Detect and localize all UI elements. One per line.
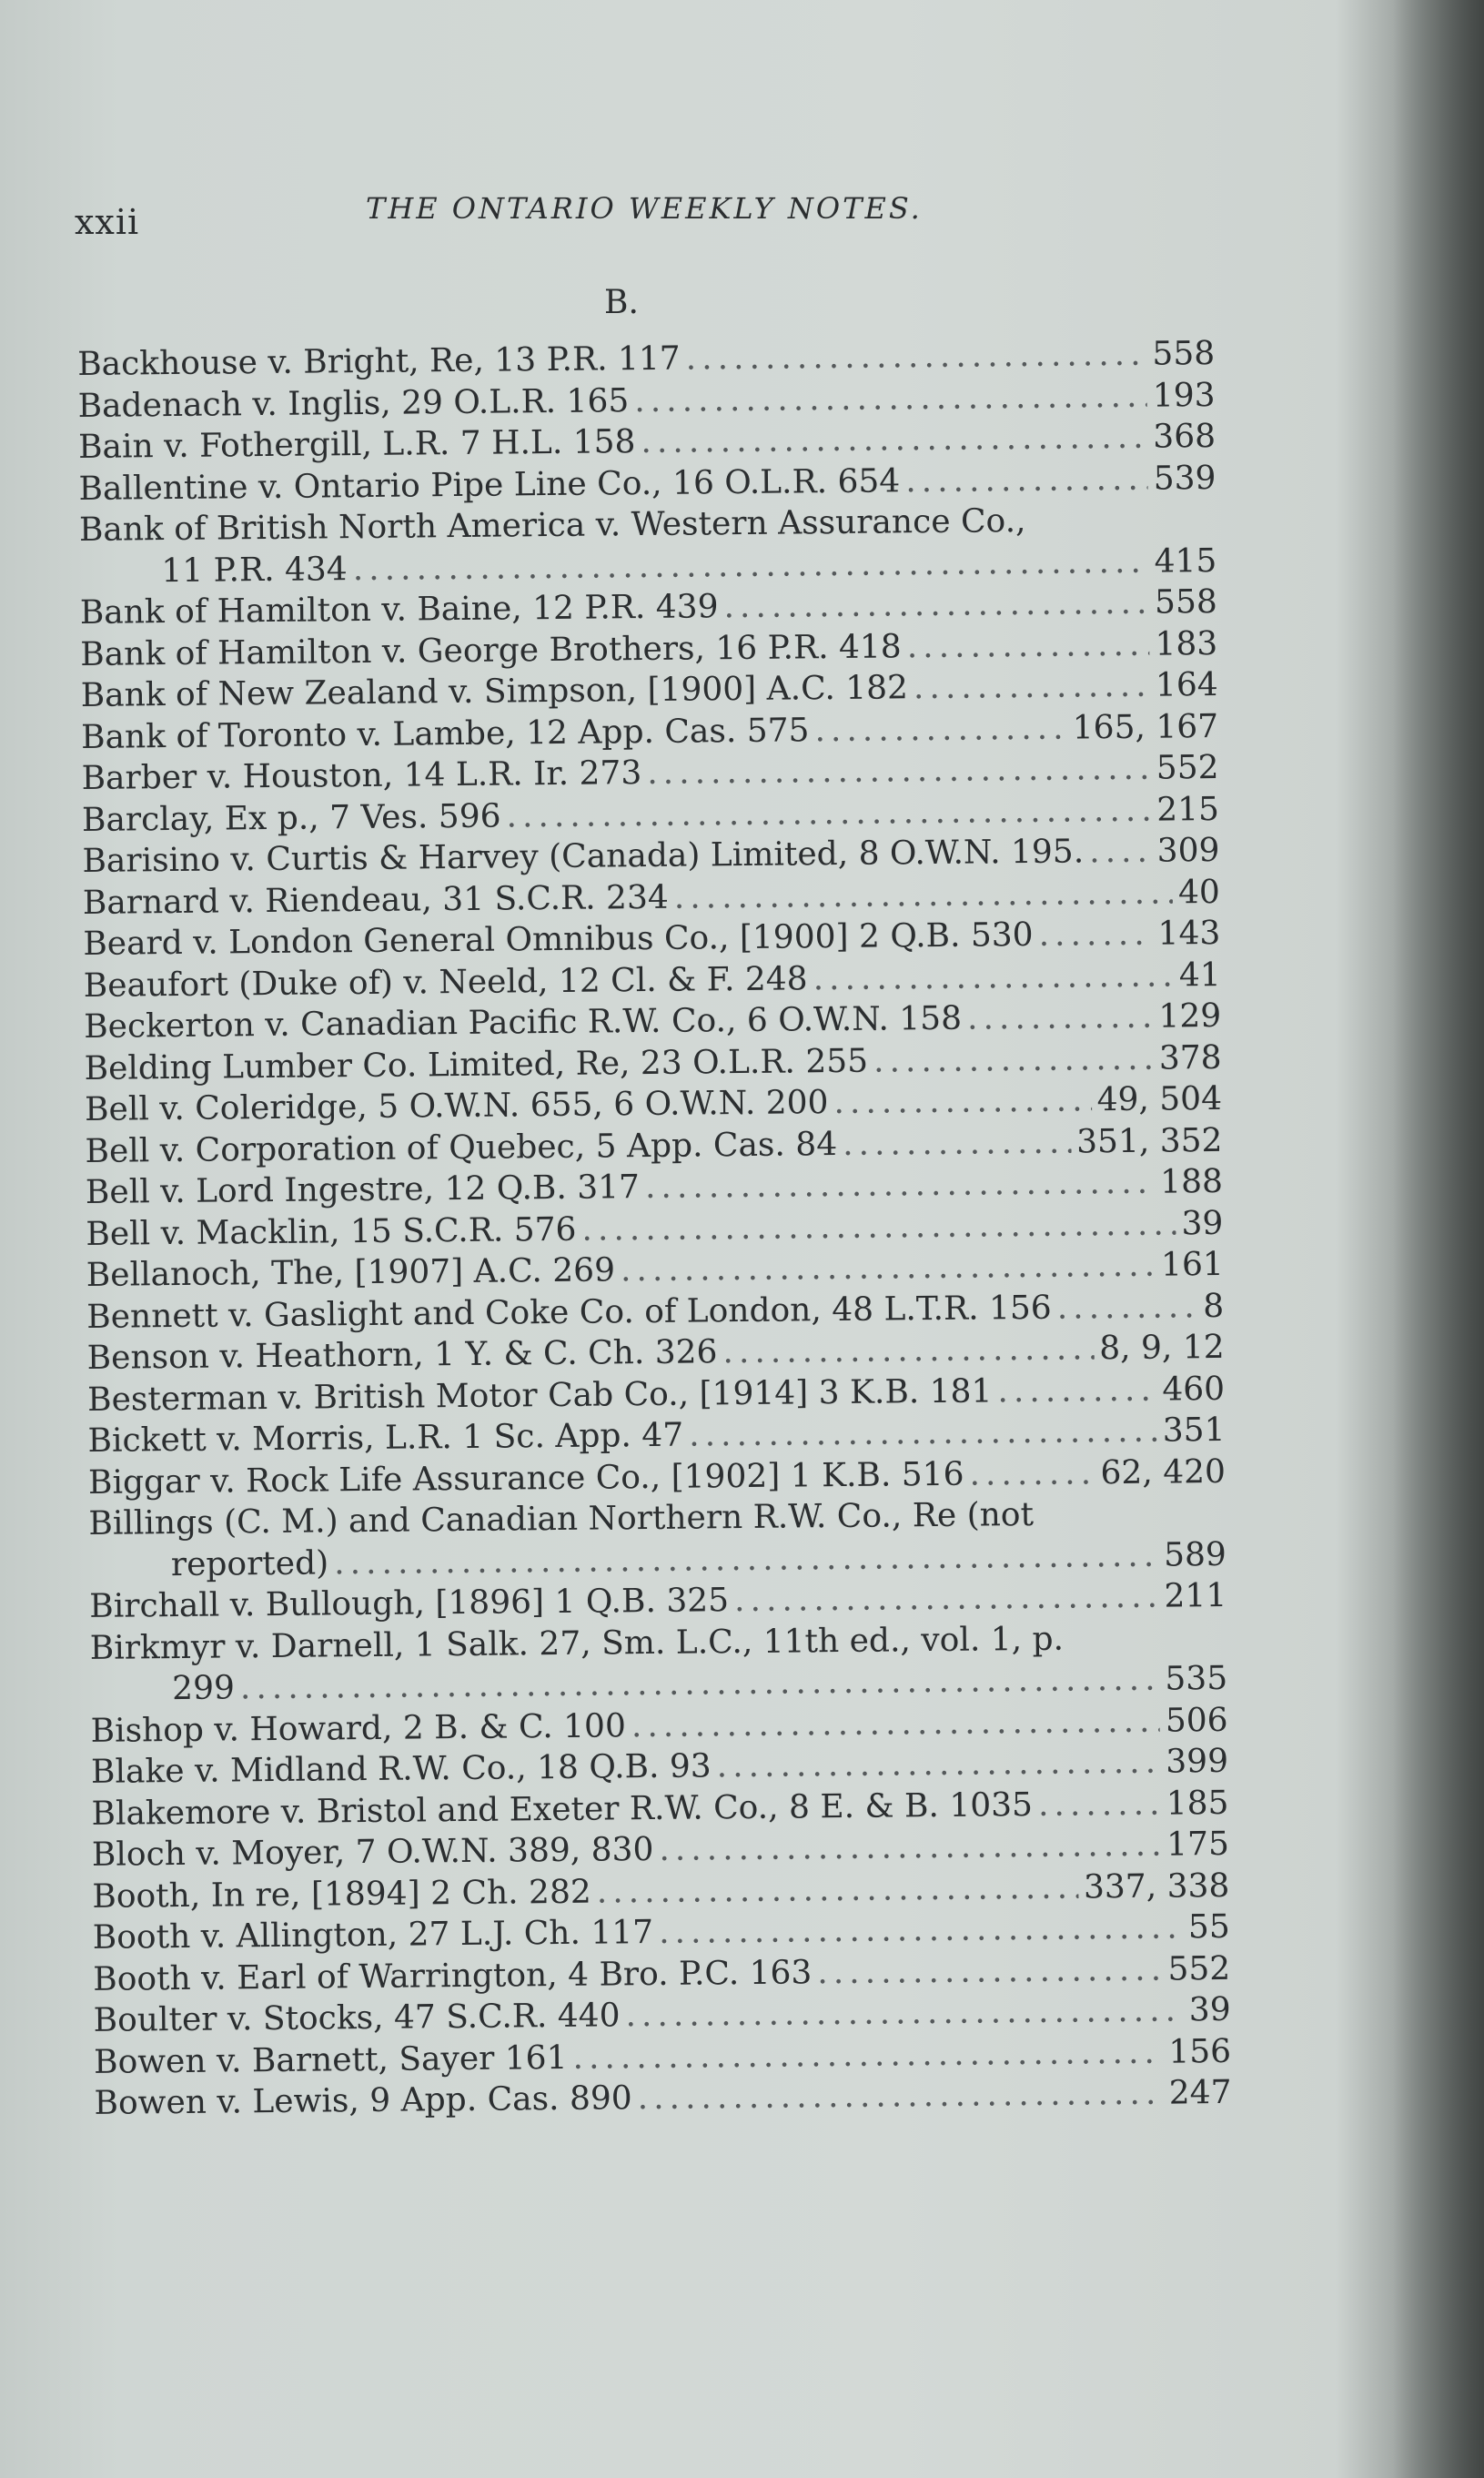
dot-leader (641, 417, 1147, 463)
page-reference: 185 (1166, 1784, 1229, 1823)
dot-leader (997, 1369, 1156, 1411)
dot-leader (905, 458, 1148, 501)
index-entry (88, 1492, 1227, 1586)
case-title: Bellanoch, The, [1907] A.C. 269 (86, 1251, 616, 1294)
case-title: Bowen v. Lewis, 9 App. Cas. 890 (94, 2079, 632, 2122)
case-title: Beckerton v. Canadian Pacific R.W. Co., 6 O.W.N. 158 (84, 999, 963, 1046)
case-title: Booth v. Earl of Warrington, 4 Bro. P.C. 163 (93, 1953, 813, 1998)
case-title: Bank of Hamilton v. Baine, 12 P.R. 439 (79, 588, 719, 632)
index-entry (90, 1616, 1228, 1710)
dot-leader (625, 1989, 1184, 2036)
page-reference: 399 (1166, 1742, 1229, 1781)
case-title: Bowen v. Barnett, Sayer 161 (93, 2038, 568, 2081)
dot-leader (685, 334, 1146, 379)
page-reference: 247 (1168, 2073, 1232, 2112)
dot-leader (597, 1866, 1079, 1913)
dot-leader (813, 955, 1174, 999)
page-reference: 156 (1168, 2032, 1232, 2071)
dot-leader (1038, 914, 1152, 956)
case-title: Bennett v. Gaslight and Coke Co. of London, 48 L.T.R. 156 (86, 1289, 1052, 1336)
page-reference: 175 (1166, 1825, 1230, 1864)
case-title: Backhouse v. Bright, Re, 13 P.R. 117 (77, 339, 681, 383)
dot-leader (621, 1245, 1156, 1291)
case-index-list (77, 333, 1232, 2124)
case-title: Barber v. Houston, 14 L.R. Ir. 273 (81, 754, 642, 797)
page-reference: 309 (1156, 831, 1220, 870)
dot-leader (581, 1203, 1176, 1250)
case-title-continuation: 299 (171, 1669, 236, 1708)
dot-leader (814, 707, 1067, 751)
dot-leader (969, 1452, 1095, 1495)
case-title: Bank of Hamilton v. George Brothers, 16 P.R. 418 (80, 627, 902, 673)
dot-leader (817, 1948, 1163, 1993)
dot-leader (689, 1411, 1157, 1456)
page-reference: 351, 352 (1075, 1121, 1223, 1160)
page-reference: 460 (1162, 1370, 1226, 1409)
dot-leader (1038, 1783, 1161, 1826)
page-reference: 161 (1160, 1245, 1224, 1284)
case-title: Birchall v. Bullough, [1896] 1 Q.B. 325 (89, 1582, 730, 1625)
page-reference: 368 (1153, 417, 1216, 456)
page-reference: 143 (1157, 914, 1221, 953)
section-heading: B. (604, 284, 639, 321)
dot-leader (506, 789, 1151, 836)
page-reference: 188 (1159, 1162, 1224, 1201)
case-title: Barisino v. Curtis & Harvey (Canada) Limited, 8 O.W.N. 195. (82, 833, 1085, 880)
case-title: Bank of New Zealand v. Simpson, [1900] A.C. 182 (80, 669, 909, 714)
case-title-continuation: reported) (170, 1543, 329, 1583)
case-title: Bell v. Coleridge, 5 O.W.N. 655, 6 O.W.N. 200 (84, 1084, 829, 1128)
dot-leader (722, 1328, 1094, 1372)
case-title: Barclay, Ex p., 7 Ves. 596 (81, 797, 501, 839)
case-title: Belding Lumber Co. Limited, Re, 23 O.L.R. 255 (84, 1042, 869, 1087)
book-spine-shadow (1393, 0, 1484, 2478)
page-reference: 165, 167 (1072, 707, 1219, 747)
dot-leader (914, 665, 1150, 709)
case-title: Bell v. Lord Ingestre, 12 Q.B. 317 (85, 1168, 641, 1211)
page-reference: 40 (1177, 873, 1221, 911)
page-reference: 211 (1164, 1576, 1227, 1615)
page-reference: 506 (1165, 1701, 1228, 1740)
case-title: Bank of Toronto v. Lambe, 12 App. Cas. 575 (80, 711, 810, 756)
page-header (75, 191, 1212, 246)
dot-leader (637, 2073, 1164, 2119)
case-title: Bell v. Macklin, 15 S.C.R. 576 (86, 1210, 577, 1253)
page-reference: 55 (1187, 1907, 1230, 1947)
dot-leader (659, 1907, 1183, 1953)
case-title: Bloch v. Moyer, 7 O.W.N. 389, 830 (91, 1830, 654, 1874)
page-reference: 589 (1163, 1535, 1227, 1574)
case-title: Ballentine v. Ontario Pipe Line Co., 16 O.L.R. 654 (78, 461, 901, 508)
dot-leader (906, 623, 1149, 667)
case-title: Badenach v. Inglis, 29 O.L.R. 165 (77, 381, 630, 425)
page-reference: 552 (1156, 748, 1219, 787)
page-reference: 39 (1188, 1990, 1231, 2029)
running-title: THE ONTARIO WEEKLY NOTES. (366, 191, 923, 226)
dot-leader (723, 582, 1149, 628)
page-number: xxii (75, 202, 140, 242)
case-title: Booth v. Allington, 27 L.J. Ch. 117 (92, 1914, 654, 1957)
page-reference: 8, 9, 12 (1099, 1328, 1225, 1368)
page-reference: 552 (1167, 1949, 1231, 1988)
case-title: Bickett v. Morris, L.R. 1 Sc. App. 47 (87, 1416, 684, 1460)
case-title: Bell v. Corporation of Quebec, 5 App. Cas. 84 (85, 1125, 838, 1170)
page-reference: 558 (1154, 582, 1217, 622)
dot-leader (1089, 831, 1152, 873)
case-title: Blakemore v. Bristol and Exeter R.W. Co., 8 E. & B. 1035 (91, 1785, 1034, 1833)
page-reference: 41 (1178, 956, 1221, 994)
case-title: Billings (C. M.) and Canadian Northern R.W. Co., Re (not (88, 1495, 1035, 1542)
case-title: Booth, In re, [1894] 2 Ch. 282 (92, 1873, 591, 1916)
dot-leader (716, 1742, 1160, 1787)
case-title: Bain v. Fothergill, L.R. 7 H.L. 158 (77, 423, 636, 466)
case-title: Blake v. Midland R.W. Co., 18 Q.B. 93 (90, 1747, 712, 1791)
dot-leader (1056, 1286, 1197, 1329)
dot-leader (734, 1576, 1159, 1622)
page-reference: 415 (1154, 541, 1217, 581)
case-title: Barnard v. Riendeau, 31 S.C.R. 234 (82, 878, 669, 922)
page-reference: 39 (1181, 1204, 1224, 1242)
dot-leader (572, 2031, 1163, 2078)
page-reference: 183 (1155, 624, 1218, 663)
dot-leader (833, 1079, 1092, 1123)
page-reference: 49, 504 (1096, 1079, 1223, 1119)
index-entry (79, 499, 1217, 592)
dot-leader (647, 748, 1151, 794)
case-title: Benson v. Heathorn, 1 Y. & C. Ch. 326 (86, 1333, 718, 1377)
dot-leader (645, 1162, 1156, 1209)
case-title: Beard v. London General Omnibus Co., [1900] 2 Q.B. 530 (83, 915, 1034, 963)
page-reference: 129 (1158, 996, 1222, 1036)
page-reference: 351 (1162, 1411, 1226, 1450)
case-title: Birkmyr v. Darnell, 1 Salk. 27, Sm. L.C., 11th ed., vol. 1, p. (89, 1620, 1065, 1667)
case-title: Besterman v. British Motor Cab Co., [1914] 3 K.B. 181 (86, 1371, 993, 1419)
dot-leader (634, 375, 1147, 421)
page-reference: 8 (1203, 1287, 1225, 1325)
dot-leader (873, 1037, 1154, 1081)
case-title: Bishop v. Howard, 2 B. & C. 100 (90, 1706, 627, 1750)
page-reference: 378 (1158, 1038, 1222, 1077)
page-reference: 215 (1156, 790, 1220, 829)
page-reference: 539 (1153, 459, 1216, 498)
case-title-continuation: 11 P.R. 434 (161, 550, 348, 590)
page-reference: 164 (1155, 665, 1218, 704)
page-reference: 62, 420 (1100, 1452, 1227, 1492)
case-title: Bank of British North America v. Western Assurance Co., (78, 502, 1026, 549)
dot-leader (967, 996, 1154, 1039)
page-reference: 337, 338 (1083, 1866, 1230, 1906)
page-reference: 535 (1165, 1659, 1228, 1698)
dot-leader (674, 872, 1174, 918)
page-reference: 558 (1152, 335, 1216, 373)
dot-leader (631, 1700, 1160, 1746)
dot-leader (843, 1121, 1071, 1165)
page-reference: 193 (1152, 376, 1216, 415)
dot-leader (659, 1825, 1161, 1871)
case-title: Beaufort (Duke of) v. Neeld, 12 Cl. & F. 248 (83, 959, 808, 1005)
case-title: Boulter v. Stocks, 47 S.C.R. 440 (93, 1997, 621, 2039)
case-title: Biggar v. Rock Life Assurance Co., [1902] 1 K.B. 516 (87, 1455, 964, 1502)
